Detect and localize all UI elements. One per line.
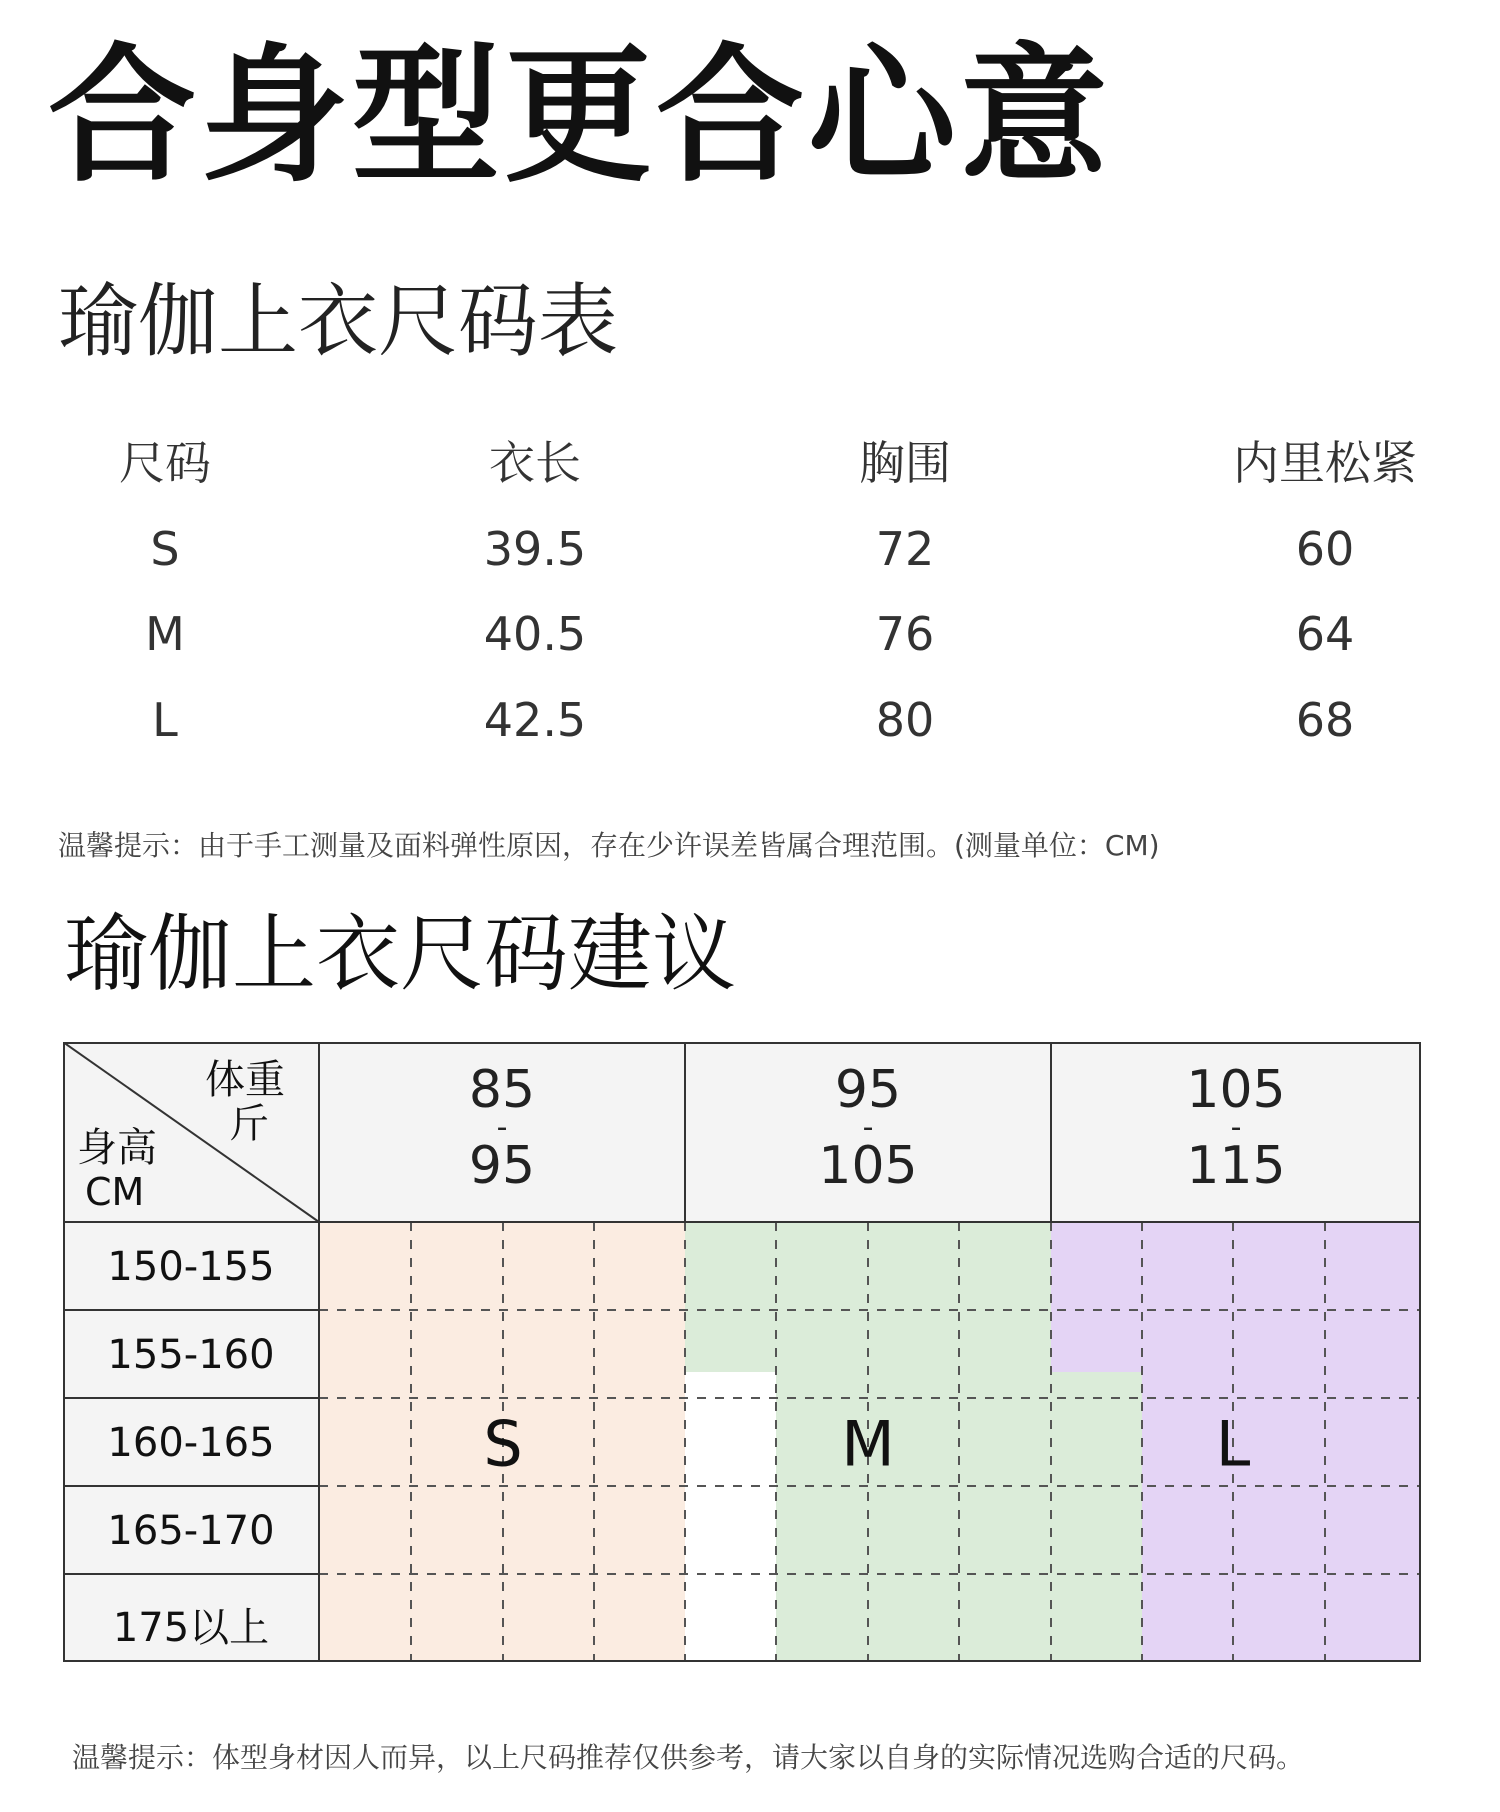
recommendation-title: 瑜伽上衣尺码建议 xyxy=(64,905,737,1003)
height-row-2: 155-160 xyxy=(107,1332,275,1378)
weight-col-3 xyxy=(1051,1060,1421,1196)
row-m-lining: 64 xyxy=(1295,607,1355,661)
header-size: 尺码 xyxy=(119,436,211,490)
height-row-3: 160-165 xyxy=(107,1420,275,1466)
weight-col-1 xyxy=(319,1060,685,1196)
row-l-chest: 80 xyxy=(875,693,935,747)
header-length: 衣长 xyxy=(489,436,581,490)
corner-height-label: 身高 xyxy=(77,1125,157,1171)
height-row-4: 165-170 xyxy=(107,1508,275,1554)
row-m-length: 40.5 xyxy=(483,607,587,661)
corner-height-unit: CM xyxy=(85,1170,145,1214)
height-row-5: 175以上 xyxy=(112,1605,270,1651)
row-l-lining: 68 xyxy=(1295,693,1355,747)
weight-col-2 xyxy=(685,1060,1051,1196)
weight-col-2-bottom: 105 xyxy=(818,1136,918,1196)
size-letter-m: M xyxy=(841,1407,895,1481)
weight-col-1-top: 85 xyxy=(468,1060,536,1120)
corner-weight-unit: 斤 xyxy=(229,1101,269,1147)
height-row-1: 150-155 xyxy=(107,1244,275,1290)
weight-col-3-top: 105 xyxy=(1186,1060,1286,1120)
row-l-size: L xyxy=(152,693,178,747)
weight-col-2-top: 95 xyxy=(834,1060,902,1120)
header-lining: 内里松紧 xyxy=(1233,436,1417,490)
row-m-chest: 76 xyxy=(875,607,935,661)
size-table-title: 瑜伽上衣尺码表 xyxy=(58,275,618,368)
main-title: 合身型更合心意 xyxy=(48,30,1112,202)
row-s-length: 39.5 xyxy=(483,522,587,576)
row-m-size: M xyxy=(145,607,185,661)
weight-col-1-dash: - xyxy=(496,1110,508,1145)
size-letter-l: L xyxy=(1215,1407,1251,1481)
corner-weight-label: 体重 xyxy=(205,1057,285,1103)
weight-col-3-dash: - xyxy=(1230,1110,1242,1145)
header-chest: 胸围 xyxy=(859,436,951,490)
weight-col-3-bottom: 115 xyxy=(1186,1136,1286,1196)
row-s-size: S xyxy=(150,522,180,576)
weight-col-2-dash: - xyxy=(862,1110,874,1145)
size-table-note: 温馨提示：由于手工测量及面料弹性原因，存在少许误差皆属合理范围。(测量单位：CM) xyxy=(58,829,1160,862)
size-recommendation-grid xyxy=(63,1042,1421,1662)
recommendation-note: 温馨提示：体型身材因人而异，以上尺码推荐仅供参考，请大家以自身的实际情况选购合适的尺码。 xyxy=(72,1741,1305,1774)
row-l-length: 42.5 xyxy=(483,693,587,747)
row-s-lining: 60 xyxy=(1295,522,1355,576)
size-letter-s: S xyxy=(483,1407,523,1481)
weight-col-1-bottom: 95 xyxy=(468,1136,536,1196)
row-s-chest: 72 xyxy=(875,522,935,576)
